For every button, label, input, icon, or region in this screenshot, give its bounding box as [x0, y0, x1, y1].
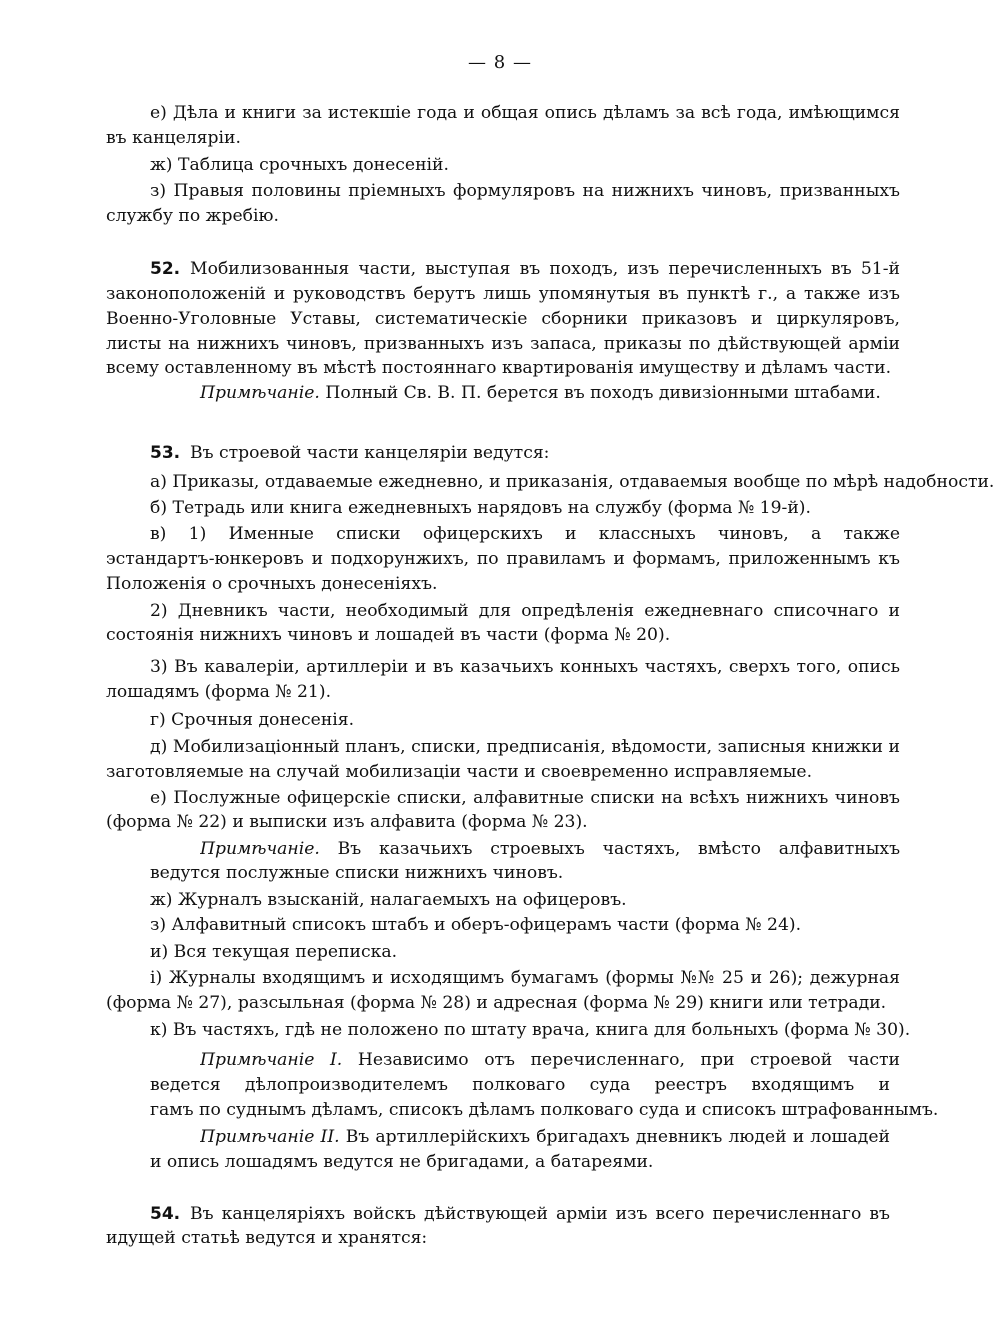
text-line: идущей статьѣ ведутся и хранятся:	[106, 1228, 428, 1248]
text-line: законоположеній и руководствъ берутъ лишь упомянутыя въ пунктѣ г., а также изъ	[106, 284, 900, 304]
note-line	[200, 837, 900, 863]
text-line: гамъ по суднымъ дѣламъ, списокъ дѣламъ полковаго суда и списокъ штрафованнымъ.	[150, 1100, 939, 1120]
note-text: Полный Св. В. П. берется въ походъ дивизіонными штабами.	[325, 383, 881, 403]
text-line: 3) Въ кавалеріи, артиллеріи и въ казачьихъ конныхъ частяхъ, сверхъ того, опись	[150, 657, 900, 677]
note-label: Примѣчаніе I.	[200, 1050, 343, 1070]
text-line: лошадямъ (форма № 21).	[106, 682, 332, 702]
text-line: ведется дѣлопроизводителемъ полковаго суда реестръ входящимъ и	[150, 1075, 890, 1095]
text-line: эстандартъ-юнкеровъ и подхорунжихъ, по правиламъ и формамъ, приложеннымъ къ	[106, 549, 900, 569]
text-line: Военно-Уголовные Уставы, систематическіе сборники приказовъ и циркуляровъ,	[106, 309, 900, 329]
note-text: Въ артиллерійскихъ бригадахъ дневникъ людей и лошадей	[345, 1127, 890, 1147]
text-line: (форма № 22) и выписки изъ алфавита (форма № 23).	[106, 812, 588, 832]
text-line: Въ строевой части канцеляріи ведутся:	[190, 443, 550, 463]
text-line: з) Алфавитный списокъ штабъ и оберъ-офицерамъ части (форма № 24).	[150, 915, 802, 935]
text-line: Положенія о срочныхъ донесеніяхъ.	[106, 574, 438, 594]
section-number-54: 54.	[150, 1204, 181, 1224]
text-line: ж) Таблица срочныхъ донесеній.	[150, 155, 449, 175]
text-line: въ канцеляріи.	[106, 128, 241, 148]
text-line: в) 1) Именные списки офицерскихъ и классныхъ чиновъ, а также	[150, 524, 900, 544]
note-label: Примѣчаніе.	[200, 383, 320, 403]
text-line: Въ канцеляріяхъ войскъ дѣйствующей арміи изъ всего перечисленнаго въ	[190, 1204, 890, 1224]
text-line: ж) Журналъ взысканій, налагаемыхъ на офицеровъ.	[150, 890, 627, 910]
note-label: Примѣчаніе II.	[200, 1127, 340, 1147]
text-line: г) Срочныя донесенія.	[150, 710, 355, 730]
note-line	[200, 1048, 900, 1074]
text-line: д) Мобилизаціонный планъ, списки, предписанія, вѣдомости, записныя книжки и	[150, 737, 900, 757]
text-line: ведутся послужные списки нижнихъ чиновъ.	[150, 863, 564, 883]
text-line: і) Журналы входящимъ и исходящимъ бумагамъ (формы №№ 25 и 26); дежурная	[150, 968, 900, 988]
section-number-53: 53.	[150, 443, 181, 463]
text-line: е) Послужные офицерскіе списки, алфавитные списки на всѣхъ нижнихъ чиновъ	[150, 788, 900, 808]
text-line: и опись лошадямъ ведутся не бригадами, а батареями.	[150, 1152, 654, 1172]
text-line: з) Правыя половины пріемныхъ формуляровъ на нижнихъ чиновъ, призванныхъ	[150, 181, 900, 201]
text-line: листы на нижнихъ чиновъ, призванныхъ изъ запаса, приказы по дѣйствующей арміи	[106, 334, 900, 354]
section-number-52: 52.	[150, 259, 181, 279]
text-line: е) Дѣла и книги за истекшіе года и общая опись дѣламъ за всѣ года, имѣющимся	[150, 103, 900, 123]
text-line: к) Въ частяхъ, гдѣ не положено по штату врача, книга для больныхъ (форма № 30).	[150, 1020, 911, 1040]
note-text: Въ казачьихъ строевыхъ частяхъ, вмѣсто алфавитныхъ	[337, 839, 900, 859]
text-line: а) Приказы, отдаваемые ежедневно, и приказанія, отдаваемыя вообще по мѣрѣ надобности.	[150, 472, 995, 492]
note-label: Примѣчаніе.	[200, 839, 320, 859]
text-line: Мобилизованныя части, выступая въ походъ, изъ перечисленныхъ въ 51-й	[190, 259, 900, 279]
text-line: всему оставленному въ мѣстѣ постояннаго квартированія имуществу и дѣламъ части.	[106, 358, 892, 378]
page-number: — 8 —	[468, 52, 532, 73]
text-line: заготовляемые на случай мобилизаціи части и своевременно исправляемые.	[106, 762, 813, 782]
text-line: 2) Дневникъ части, необходимый для опредѣленія ежедневнаго списочнаго и	[150, 601, 900, 621]
note-text: Независимо отъ перечисленнаго, при строевой части	[357, 1050, 900, 1070]
note-line	[200, 1125, 890, 1151]
text-line: состоянія нижнихъ чиновъ и лошадей въ части (форма № 20).	[106, 625, 671, 645]
text-line: службу по жребію.	[106, 206, 279, 226]
text-line: (форма № 27), разсыльная (форма № 28) и адресная (форма № 29) книги или тетради.	[106, 993, 887, 1013]
text-line: б) Тетрадь или книга ежедневныхъ нарядовъ на службу (форма № 19-й).	[150, 498, 811, 518]
text-line: и) Вся текущая переписка.	[150, 942, 398, 962]
note-line	[200, 381, 881, 405]
